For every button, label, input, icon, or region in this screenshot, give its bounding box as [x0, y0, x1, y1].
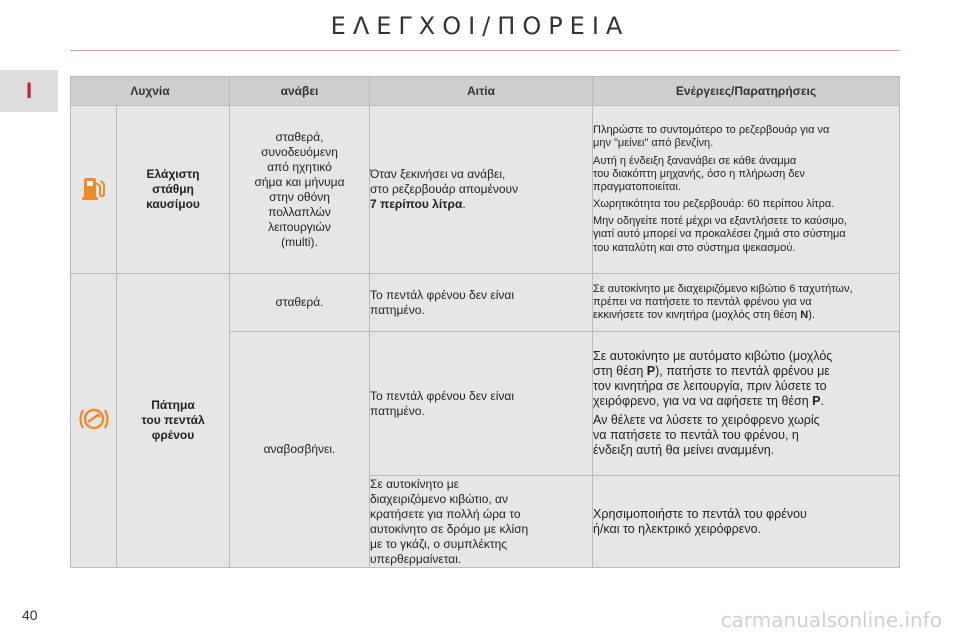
title-divider	[70, 50, 900, 51]
fuel-action-line: Αυτή η ένδειξη ξανανάβει σε κάθε άναμμα	[593, 154, 797, 167]
brake-flashing-cause-cell	[370, 332, 593, 476]
fuel-cause-cell	[370, 106, 593, 274]
brake-flashing-actions-cell	[593, 332, 900, 476]
brake-cause-line: πατημένο.	[370, 403, 425, 418]
fuel-action-line: Πληρώστε το συντομότερο το ρεζερβουάρ για να	[593, 124, 830, 137]
brake-cause-line: κρατήσετε για πολλή ώρα το	[370, 506, 521, 521]
brake-action-text: εκκινήσετε τον κινητήρα (μοχλός στη θέση	[593, 309, 801, 322]
table-row-fuel	[71, 106, 900, 274]
fuel-name-line: καυσίμου	[146, 197, 200, 211]
brake-action-line: ένδειξη αυτή θα μείνει αναμμένη.	[593, 443, 775, 457]
brake-action-line: Αν θέλετε να λύσετε το χειρόφρενο χωρίς	[593, 413, 820, 427]
brake-steady-on-cell: σταθερά.	[230, 274, 370, 332]
fuel-light-name	[117, 106, 230, 274]
brake-cause-line: πατημένο.	[370, 302, 425, 317]
fuel-on-cell	[230, 106, 370, 274]
brake-cause-line: υπερθερμαίνεται.	[370, 551, 462, 566]
fuel-icon-cell	[71, 106, 117, 274]
brake-name-line: φρένου	[151, 428, 195, 442]
warning-lights-table	[70, 76, 900, 568]
page-title: ΕΛΕΓΧΟΙ/ΠΟΡΕΙΑ	[330, 12, 630, 40]
fuel-actions-cell	[593, 106, 900, 274]
brake-action-line: χειρόφρενο, για να να αφήσετε τη θέση	[593, 394, 813, 408]
brake-action-line: Χρησιμοποιήστε το πεντάλ του φρένου	[593, 506, 807, 521]
brake-action-paragraph	[593, 349, 899, 409]
fuel-action-line: Χωρητικότητα του ρεζερβουάρ: 60 περίπου λίτρα.	[593, 198, 835, 211]
brake-name-line: του πεντάλ	[141, 413, 205, 427]
brake-action-line: Σε αυτοκίνητο με διαχειριζόμενο κιβώτιο 6 ταχυτήτων,	[593, 282, 853, 295]
fuel-on-line: (multi).	[281, 234, 318, 249]
brake-steady-actions-cell	[593, 274, 900, 332]
brake-action-end: .	[820, 394, 824, 408]
fuel-on-line: από ηχητικό	[267, 159, 332, 174]
brake-action-line: Σε αυτοκίνητο με αυτόματο κιβώτιο (μοχλός	[593, 349, 833, 363]
brake-pedal-warning-icon	[77, 406, 111, 432]
brake-action-line: να πατήσετε το πεντάλ του φρένου, η	[593, 428, 799, 442]
brake-clutch-actions-cell	[593, 476, 900, 568]
fuel-action-line: του διακόπτη μηχανής, όσο η πλήρωση δεν	[593, 167, 805, 180]
fuel-on-line: σταθερά,	[275, 129, 324, 144]
brake-cause-line: Το πεντάλ φρένου δεν είναι	[370, 388, 514, 403]
fuel-action-line: μην "μείνει" από βενζίνη.	[593, 137, 714, 150]
fuel-action-paragraph	[593, 155, 899, 195]
brake-name-line: Πάτημα	[151, 398, 195, 412]
column-header-cause: Αιτία	[370, 77, 593, 106]
brake-cause-line: με το γκάζι, ο συμπλέκτης	[370, 536, 508, 551]
brake-action-line: πρέπει να πατήσετε το πεντάλ φρένου για να	[593, 295, 812, 308]
fuel-pump-icon	[81, 174, 107, 202]
brake-action-end: ).	[808, 309, 815, 322]
gear-position-p: P	[812, 394, 821, 408]
fuel-cause-line: Όταν ξεκινήσει να ανάβει,	[370, 167, 506, 181]
gear-position-p: P	[646, 364, 656, 378]
brake-cause-line: Σε αυτοκίνητο με	[370, 476, 460, 491]
column-header-on: ανάβει	[230, 77, 370, 106]
column-header-light: Λυχνία	[71, 77, 230, 106]
watermark: carmanualsonline.info	[720, 608, 942, 632]
fuel-cause-line: στο ρεζερβουάρ απομένουν	[370, 182, 519, 196]
table-header-row	[71, 77, 900, 106]
brake-action-line	[593, 309, 899, 322]
brake-action-line: τον κινητήρα σε λειτουργία, πριν λύσετε το	[593, 379, 827, 393]
brake-cause-line: διαχειριζόμενο κιβώτιο, αν	[370, 491, 508, 506]
fuel-on-line: συνοδευόμενη	[261, 144, 338, 159]
fuel-reserve-amount: 7 περίπου λίτρα	[370, 197, 463, 211]
fuel-on-line: λειτουργιών	[268, 219, 331, 234]
fuel-action-paragraph	[593, 215, 899, 255]
fuel-action-paragraph	[593, 198, 899, 211]
table-row-brake-steady	[71, 274, 900, 332]
gear-position-n: N	[800, 309, 809, 322]
brake-action-paragraph	[593, 413, 899, 458]
brake-action-line: στη θέση	[593, 364, 647, 378]
fuel-action-line: Μην οδηγείτε ποτέ μέχρι να εξαντλήσετε το καύσιμο,	[593, 215, 847, 228]
fuel-action-line: του καταλύτη και στο σύστημα ψεκασμού.	[593, 241, 796, 254]
brake-light-name	[117, 274, 230, 568]
brake-flashing-on-cell: αναβοσβήνει.	[230, 332, 370, 568]
fuel-name-line: Ελάχιστη	[146, 167, 200, 181]
brake-action-line: ή/και το ηλεκτρικό χειρόφρενο.	[593, 521, 761, 536]
brake-clutch-cause-cell	[370, 476, 593, 568]
chapter-tab[interactable]: I	[0, 70, 58, 112]
brake-cause-line: Το πεντάλ φρένου δεν είναι	[370, 287, 514, 302]
fuel-action-line: γιατί αυτό μπορεί να προκαλέσει ζημιά στο σύστημα	[593, 228, 846, 241]
brake-action-line: ), πατήστε το πεντάλ φρένου με	[655, 364, 830, 378]
fuel-cause-end: .	[462, 197, 466, 211]
brake-icon-cell	[71, 274, 117, 568]
fuel-name-line: στάθμη	[152, 182, 194, 196]
fuel-on-line: πολλαπλών	[268, 204, 331, 219]
page-number: 40	[22, 607, 38, 623]
fuel-on-line: στην οθόνη	[269, 189, 330, 204]
fuel-on-line: σήμα και μήνυμα	[254, 174, 345, 189]
brake-cause-line: αυτοκίνητο σε δρόμο με κλίση	[370, 521, 529, 536]
brake-steady-cause-cell	[370, 274, 593, 332]
fuel-action-line: πραγματοποιείται.	[593, 180, 681, 193]
fuel-cause-line	[370, 197, 592, 212]
fuel-action-paragraph	[593, 124, 899, 150]
column-header-actions: Ενέργειες/Παρατηρήσεις	[593, 77, 900, 106]
